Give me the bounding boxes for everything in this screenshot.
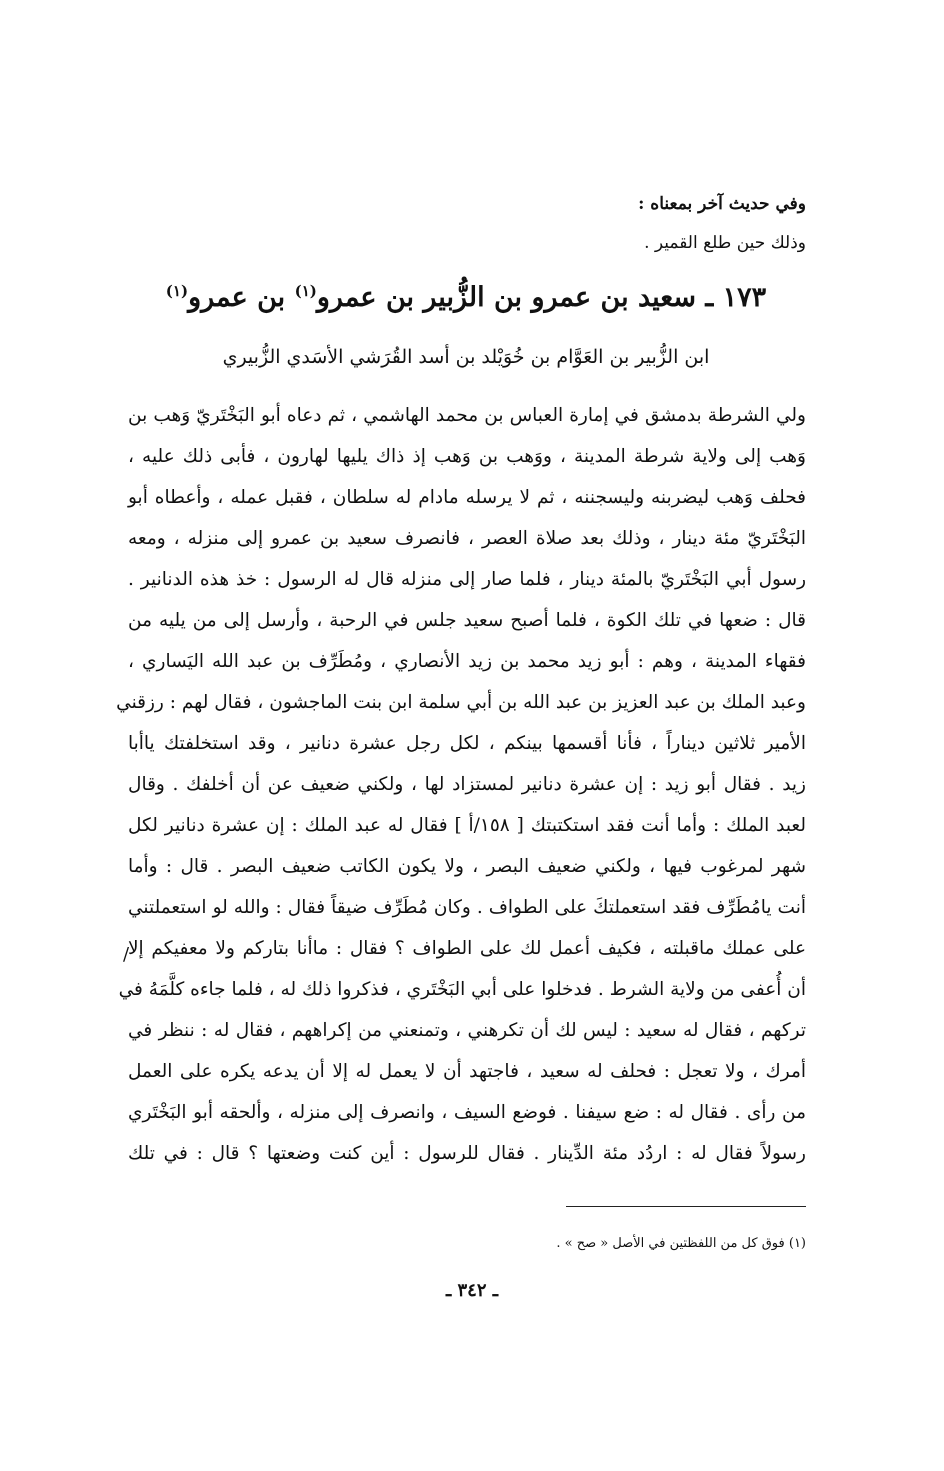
body-line-13: أنت يامُطَرِّف فقد استعملتكَ على الطواف . وكان مُطَرِّف ضيقاً فقال : والله لو استعملتني [128,897,806,918]
body-line-9: الأمير ثلاثين ديناراً ، فأنا أقسمها بينكم ، لكل رجل عشرة دنانير ، وقد استخلفتك ياأبا [128,733,806,754]
entry-heading [126,282,806,313]
body-line-1: ولي الشرطة بدمشق في إمارة العباس بن محمد الهاشمي ، ثم دعاه أبو البَخْتَريّ وَهب بن [128,405,806,426]
footnote-divider [566,1206,806,1207]
margin-mark: / [123,944,130,965]
intro-line-1: وفي حديث آخر بمعناه : [638,194,806,214]
body-line-3: فحلف وَهب ليضربنه وليسجننه ، ثم لا يرسله مادام له سلطان ، فقبل عمله ، وأعطاه أبو [128,487,806,508]
lineage-line: ابن الزُّبير بن العَوَّام بن خُوَيْلد بن أسد القُرَشي الأسَدي الزُّبيري [222,346,710,368]
body-line-14: على عملك ماقبلته ، فكيف أعمل لك على الطواف ؟ فقال : ماأنا بتاركم ولا معفيكم إلا [128,938,806,959]
footnote: (١) فوق كل من اللفظتين في الأصل « صح » . [556,1236,806,1251]
body-line-6: قال : ضعها في تلك الكوة ، فلما أصبح سعيد جلس في الرحبة ، وأرسل إلى من يليه من [128,610,806,631]
heading-main: ١٧٣ ـ سعيد بن عمرو بن الزُّبير بن عمرو [316,282,767,313]
page-number: ـ ٣٤٢ ـ [445,1280,499,1301]
intro-line-2: وذلك حين طلع القمير . [644,233,806,253]
footnote-ref-2: (١) [165,282,189,300]
body-line-12: شهر لمرغوب فيها ، ولكني ضعيف البصر ، ولا يكون الكاتب ضعيف البصر . قال : وأما [128,856,806,877]
body-line-19: رسولاً فقال له : اردُد مئة الدِّينار . فقال للرسول : أين كنت وضعتها ؟ قال : في تلك [128,1143,806,1164]
body-line-10: زيد . فقال أبو زيد : إن عشرة دنانير لمستزاد لها ، ولكني ضعيف عن أن أخلفك . وقال [128,774,806,795]
body-line-4: البَخْتَريّ مئة دينار ، وذلك بعد صلاة العصر ، فانصرف سعيد بن عمرو إلى منزله ، ومعه [128,528,806,549]
footnote-ref-1: (١) [294,282,317,300]
body-line-7: فقهاء المدينة ، وهم : أبو زيد محمد بن زيد الأنصاري ، ومُطَرِّف بن عبد الله اليَساري ، [128,651,806,672]
body-line-8: وعبد الملك بن عبد العزيز بن عبد الله بن أبي سلمة ابن بنت الماجشون ، فقال لهم : رزقني [116,692,806,713]
body-line-18: من رأى . فقال له : ضع سيفنا . فوضع السيف ، وانصرف إلى منزله ، وألحقه أبو البَخْتَري [128,1102,806,1123]
body-line-2: وَهب إلى ولاية شرطة المدينة ، ووَهب بن وَهب إذ ذاك يليها لهارون ، فأبى ذلك عليه ، [128,446,806,467]
body-line-15: أن أُعفى من ولاية الشرط . فدخلوا على أبي البَخْتَري ، فذكروا ذلك له ، فلما جاءه كلَّمَهُ في [118,979,806,1000]
body-line-17: أمرك ، ولا تعجل : فحلف له سعيد ، فاجتهد أن لا يعمل له إلا أن يدعه يكره على العمل [128,1061,806,1082]
heading-tail: بن عمرو [188,282,295,313]
body-line-16: تركهم ، فقال له سعيد : ليس لك أن تكرهني ، وتمنعني من إكراههم ، فقال له : ننظر في [128,1020,806,1041]
body-line-11: لعبد الملك : وأما أنت فقد استكتبتك [ ١٥٨/أ ] فقال له عبد الملك : إن عشرة دنانير لكل [128,815,806,836]
body-line-5: رسول أبي البَخْتَريّ بالمئة دينار ، فلما صار إلى منزله قال له الرسول : خذ هذه الدنانير . [128,569,806,590]
